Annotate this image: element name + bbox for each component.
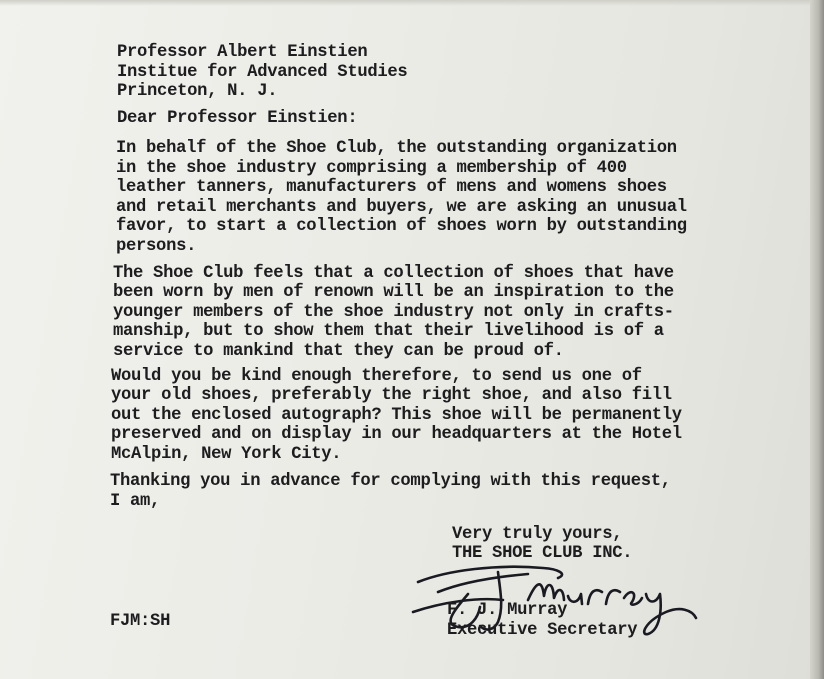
sender-title: Executive Secretary [447, 620, 638, 640]
paragraph-intro: In behalf of the Shoe Club, the outstanding organization in the shoe industry comprising a membership of 400 leather tanners, manufacturers of mens and womens shoes and retail merchants and buyers, we are asking an unusual favor, to start a collection of shoes worn by outstanding persons. [116, 139, 687, 256]
paragraph-collection-purpose: The Shoe Club feels that a collection of shoes that have been worn by men of renown will be an inspiration to the younger members of the shoe industry not only in crafts- manship, but to show them that their livelihood is of a service to mankind that they can be proud of. [113, 264, 674, 361]
sender-name: F. J. Murray [447, 601, 568, 620]
address-line-city: Princeton, N. J. [117, 82, 278, 101]
salutation: Dear Professor Einstien: [117, 109, 358, 128]
recipient-address [117, 43, 407, 102]
reference-initials: FJM:SH [110, 612, 171, 631]
paper-right-edge [810, 0, 824, 679]
address-line-name: Professor Albert Einstien [117, 43, 368, 62]
sender-block [447, 601, 637, 640]
address-line-institute: Institue for Advanced Studies [117, 62, 408, 82]
paragraph-request: Would you be kind enough therefore, to send us one of your old shoes, preferably the right shoe, and also fill out the enclosed autograph? This shoe will be permanently preserved and on display in our headquarters at the Hotel McAlpin, New York City. [111, 367, 682, 464]
paragraph-thanks: Thanking you in advance for complying with this request, I am, [110, 472, 671, 511]
complimentary-close: Very truly yours, [452, 525, 623, 544]
organization-name: THE SHOE CLUB INC. [452, 544, 633, 563]
paper-top-shadow [0, 0, 824, 6]
